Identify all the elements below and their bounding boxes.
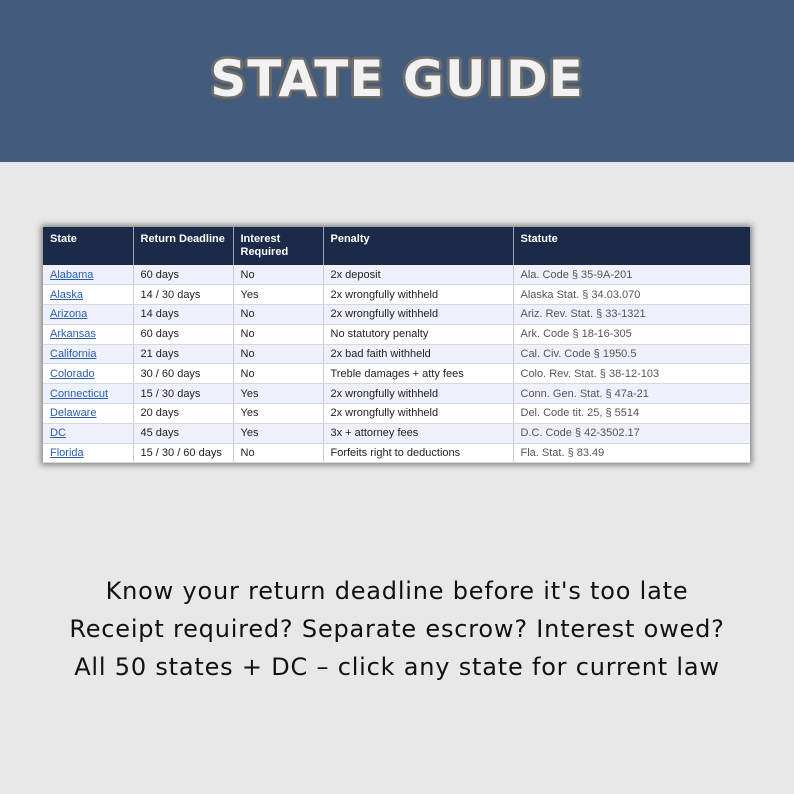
column-header-return-deadline: Return Deadline [133, 227, 233, 265]
tagline-2: Receipt required? Separate escrow? Interest owed? [69, 615, 725, 643]
deadline-cell: 60 days [133, 265, 233, 285]
penalty-cell: 2x wrongfully withheld [323, 404, 513, 424]
state-guide-table [43, 227, 750, 463]
statute-cell: Alaska Stat. § 34.03.070 [513, 285, 750, 305]
deadline-cell: 60 days [133, 324, 233, 344]
statute-cell: Del. Code tit. 25, § 5514 [513, 404, 750, 424]
column-header-statute: Statute [520, 233, 558, 245]
table-row [43, 384, 750, 404]
statute-cell: Fla. Stat. § 83.49 [513, 443, 750, 463]
interest-cell: No [233, 305, 323, 325]
deadline-cell: 14 days [133, 305, 233, 325]
state-link[interactable]: Alaska [50, 288, 84, 301]
statute-cell: Cal. Civ. Code § 1950.5 [513, 344, 750, 364]
state-link[interactable]: Alabama [50, 268, 94, 281]
penalty-cell: Treble damages + atty fees [323, 364, 513, 384]
state-cell [43, 384, 133, 404]
deadline-cell: 14 / 30 days [133, 285, 233, 305]
penalty-cell: 3x + attorney fees [323, 423, 513, 443]
penalty-cell: Forfeits right to deductions [323, 443, 513, 463]
penalty-cell: 2x wrongfully withheld [323, 285, 513, 305]
state-link[interactable]: California [50, 348, 97, 361]
table-row [43, 364, 750, 384]
penalty-cell: No statutory penalty [323, 324, 513, 344]
interest-cell: No [233, 344, 323, 364]
state-cell [43, 265, 133, 285]
table-row [43, 285, 750, 305]
state-link[interactable]: Colorado [50, 367, 95, 380]
penalty-cell: 2x wrongfully withheld [323, 305, 513, 325]
interest-cell: Yes [233, 285, 323, 305]
state-link[interactable]: Connecticut [50, 387, 109, 400]
state-link[interactable]: Delaware [50, 407, 97, 420]
interest-cell: Yes [233, 384, 323, 404]
table-row [43, 443, 750, 463]
table-row [43, 265, 750, 285]
penalty-cell: 2x wrongfully withheld [323, 384, 513, 404]
table-row [43, 324, 750, 344]
state-cell [43, 305, 133, 325]
deadline-cell: 30 / 60 days [133, 364, 233, 384]
statute-cell: Colo. Rev. Stat. § 38-12-103 [513, 364, 750, 384]
table-header-row [43, 227, 750, 265]
statute-cell: Ala. Code § 35-9A-201 [513, 265, 750, 285]
state-cell [43, 443, 133, 463]
deadline-cell: 21 days [133, 344, 233, 364]
header-banner [0, 0, 794, 162]
column-header-interest-required: Interest Required [233, 227, 323, 265]
interest-cell: No [233, 443, 323, 463]
state-link[interactable]: Arkansas [50, 328, 96, 341]
state-cell [43, 344, 133, 364]
state-cell [43, 364, 133, 384]
deadline-cell: 15 / 30 / 60 days [133, 443, 233, 463]
interest-cell: No [233, 324, 323, 344]
penalty-cell: 2x bad faith withheld [323, 344, 513, 364]
table-row [43, 344, 750, 364]
state-link[interactable]: Florida [50, 447, 84, 460]
taglines [0, 572, 794, 686]
state-cell [43, 423, 133, 443]
state-cell [43, 285, 133, 305]
column-header-state: State [43, 227, 133, 265]
statute-cell: Ark. Code § 18-16-305 [513, 324, 750, 344]
column-header-penalty: Penalty [323, 227, 513, 265]
statute-cell: Conn. Gen. Stat. § 47a-21 [513, 384, 750, 404]
interest-cell: No [233, 364, 323, 384]
table-row [43, 305, 750, 325]
interest-cell: Yes [233, 404, 323, 424]
spreadsheet-preview [43, 227, 750, 463]
statute-cell: D.C. Code § 42-3502.17 [513, 423, 750, 443]
deadline-cell: 45 days [133, 423, 233, 443]
tagline-3: All 50 states + DC – click any state for current law [74, 653, 720, 681]
statute-cell: Ariz. Rev. Stat. § 33-1321 [513, 305, 750, 325]
penalty-cell: 2x deposit [323, 265, 513, 285]
interest-cell: Yes [233, 423, 323, 443]
state-cell [43, 324, 133, 344]
state-link[interactable]: DC [50, 427, 66, 440]
page-title: STATE GUIDE [210, 50, 584, 108]
deadline-cell: 15 / 30 days [133, 384, 233, 404]
table-row [43, 423, 750, 443]
interest-cell: No [233, 265, 323, 285]
table-row [43, 404, 750, 424]
deadline-cell: 20 days [133, 404, 233, 424]
state-link[interactable]: Arizona [50, 308, 88, 321]
state-cell [43, 404, 133, 424]
tagline-1: Know your return deadline before it's too late [105, 577, 689, 605]
